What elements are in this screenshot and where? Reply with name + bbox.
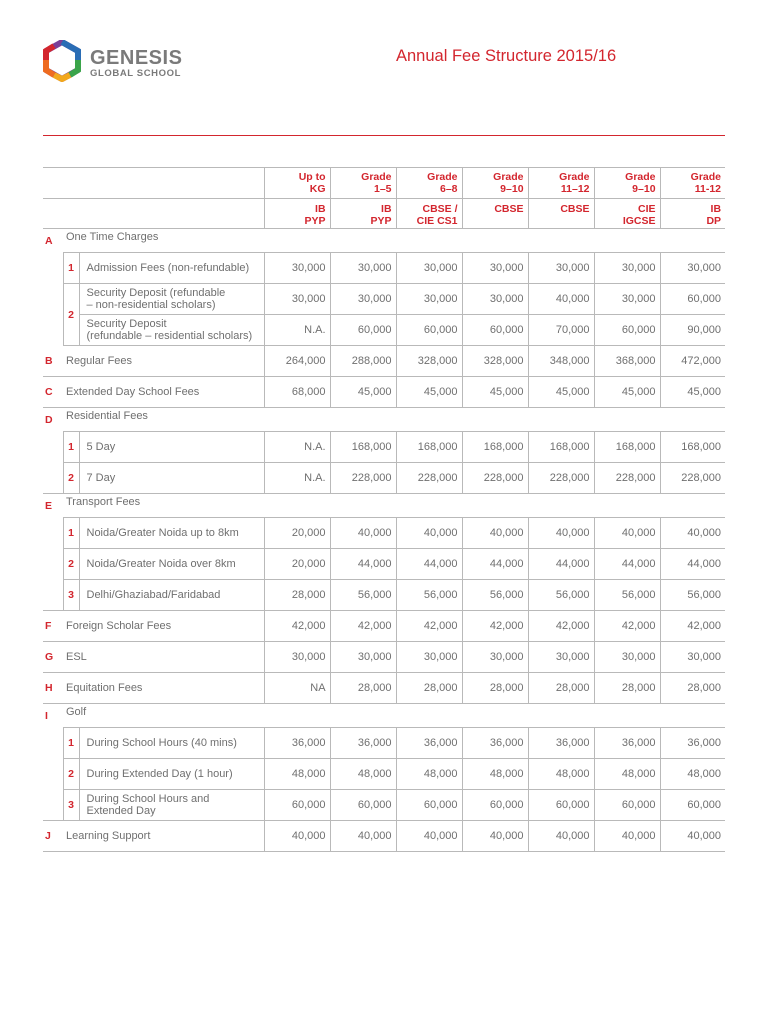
item-label	[79, 315, 264, 346]
section-label: Transport Fees	[63, 494, 725, 518]
section-label: Residential Fees	[63, 408, 725, 432]
fee-value: 60,000	[528, 790, 594, 821]
curriculum-label: IGCSE	[622, 215, 656, 227]
fee-value: 30,000	[264, 253, 330, 284]
col-header-curriculum	[594, 199, 660, 229]
fee-value: 368,000	[594, 346, 660, 377]
fee-value: 36,000	[528, 728, 594, 759]
fee-row	[43, 580, 725, 611]
section-label: Golf	[63, 704, 725, 728]
fee-value: 30,000	[330, 642, 396, 673]
fee-value: 168,000	[462, 432, 528, 463]
fee-value: 228,000	[330, 463, 396, 494]
fee-value: 40,000	[396, 821, 462, 852]
curriculum-label: CIE	[638, 203, 656, 215]
fee-value: 30,000	[264, 642, 330, 673]
fee-value: 44,000	[462, 549, 528, 580]
item-number: 1	[63, 518, 79, 549]
fee-row	[43, 759, 725, 790]
curriculum-label: IB	[710, 203, 722, 215]
col-header-curriculum	[264, 199, 330, 229]
item-label: Delhi/Ghaziabad/Faridabad	[79, 580, 264, 611]
fee-value: 30,000	[264, 284, 330, 315]
fee-value: 56,000	[594, 580, 660, 611]
grade-label: 1–5	[374, 183, 392, 195]
item-number: 1	[63, 253, 79, 284]
item-label: During Extended Day (1 hour)	[79, 759, 264, 790]
fee-value: 60,000	[660, 284, 725, 315]
fee-value: 44,000	[330, 549, 396, 580]
section-row-f	[43, 611, 725, 642]
section-letter: D	[45, 414, 53, 426]
fee-value: 40,000	[594, 518, 660, 549]
fee-value: 48,000	[660, 759, 725, 790]
fee-table	[43, 167, 725, 852]
curriculum-label: IB	[381, 203, 392, 215]
grade-label: Grade	[361, 171, 392, 183]
fee-value: 28,000	[264, 580, 330, 611]
fee-value: 28,000	[594, 673, 660, 704]
fee-value: 30,000	[594, 642, 660, 673]
fee-row	[43, 284, 725, 315]
fee-value: 60,000	[330, 315, 396, 346]
fee-value: 42,000	[462, 611, 528, 642]
section-row-i	[43, 704, 725, 728]
fee-value: 288,000	[330, 346, 396, 377]
item-label: 7 Day	[79, 463, 264, 494]
fee-value: 40,000	[528, 284, 594, 315]
fee-value: 44,000	[396, 549, 462, 580]
fee-value: 328,000	[462, 346, 528, 377]
item-label: Noida/Greater Noida up to 8km	[79, 518, 264, 549]
grade-header-row	[43, 168, 725, 199]
col-header-curriculum	[462, 199, 528, 229]
fee-value: 44,000	[528, 549, 594, 580]
grade-label: KG	[309, 183, 326, 195]
fee-value: 40,000	[594, 821, 660, 852]
fee-value: 30,000	[396, 253, 462, 284]
fee-value: 28,000	[462, 673, 528, 704]
fee-value: 42,000	[330, 611, 396, 642]
fee-value: 60,000	[462, 790, 528, 821]
item-number: 3	[63, 790, 79, 821]
fee-value: 36,000	[660, 728, 725, 759]
section-label: ESL	[63, 642, 264, 673]
fee-row	[43, 518, 725, 549]
fee-value: 472,000	[660, 346, 725, 377]
curriculum-header-row	[43, 199, 725, 229]
fee-value: 30,000	[660, 253, 725, 284]
item-label	[79, 284, 264, 315]
section-row-e	[43, 494, 725, 518]
col-header-curriculum	[660, 199, 725, 229]
item-label: Noida/Greater Noida over 8km	[79, 549, 264, 580]
col-header-grade	[594, 168, 660, 199]
fee-value: 60,000	[594, 315, 660, 346]
fee-value: 45,000	[660, 377, 725, 408]
fee-value: 45,000	[528, 377, 594, 408]
fee-value: 42,000	[594, 611, 660, 642]
fee-value: 48,000	[264, 759, 330, 790]
curriculum-label: CBSE	[494, 203, 524, 215]
fee-value: 56,000	[462, 580, 528, 611]
school-logo	[42, 40, 192, 82]
section-letter: E	[45, 500, 53, 512]
fee-value: 40,000	[396, 518, 462, 549]
col-header-grade	[660, 168, 725, 199]
fee-value: 30,000	[660, 642, 725, 673]
fee-value: 56,000	[330, 580, 396, 611]
fee-value: 168,000	[594, 432, 660, 463]
grade-label: Grade	[427, 171, 458, 183]
grade-label: Up to	[298, 171, 326, 183]
fee-value: 42,000	[660, 611, 725, 642]
fee-value: 228,000	[528, 463, 594, 494]
item-label: During School Hours (40 mins)	[79, 728, 264, 759]
fee-value: 30,000	[528, 642, 594, 673]
grade-label: 9–10	[632, 183, 656, 195]
section-row-a	[43, 229, 725, 253]
fee-value: 40,000	[660, 821, 725, 852]
fee-value: 168,000	[396, 432, 462, 463]
fee-value: 56,000	[660, 580, 725, 611]
fee-value: 168,000	[528, 432, 594, 463]
fee-value: 60,000	[660, 790, 725, 821]
item-number: 1	[63, 728, 79, 759]
col-header-grade	[528, 168, 594, 199]
col-header-curriculum	[396, 199, 462, 229]
fee-value: 30,000	[330, 284, 396, 315]
col-header-grade	[462, 168, 528, 199]
fee-value: 36,000	[594, 728, 660, 759]
logo-subtitle: GLOBAL SCHOOL	[90, 68, 182, 79]
fee-value: 28,000	[330, 673, 396, 704]
fee-value: 60,000	[264, 790, 330, 821]
fee-value: 48,000	[396, 759, 462, 790]
fee-value: 56,000	[396, 580, 462, 611]
fee-value: 56,000	[528, 580, 594, 611]
section-row-d	[43, 408, 725, 432]
fee-value: 40,000	[330, 518, 396, 549]
fee-row	[43, 463, 725, 494]
fee-value: 30,000	[594, 284, 660, 315]
grade-label: 6–8	[440, 183, 458, 195]
fee-value: 264,000	[264, 346, 330, 377]
section-label: Regular Fees	[63, 346, 264, 377]
fee-value: 30,000	[396, 284, 462, 315]
item-number: 2	[63, 463, 79, 494]
fee-value: 42,000	[264, 611, 330, 642]
fee-value: 228,000	[462, 463, 528, 494]
fee-value: 42,000	[528, 611, 594, 642]
item-label-line: Extended Day	[86, 805, 156, 817]
grade-label: Grade	[625, 171, 656, 183]
section-label: Learning Support	[63, 821, 264, 852]
fee-value: 45,000	[462, 377, 528, 408]
fee-value: 228,000	[660, 463, 725, 494]
fee-value: 40,000	[330, 821, 396, 852]
item-label-line: Security Deposit	[86, 318, 167, 330]
section-letter: B	[43, 346, 63, 377]
fee-value: 60,000	[330, 790, 396, 821]
fee-value: 30,000	[462, 253, 528, 284]
fee-value: 30,000	[528, 253, 594, 284]
fee-value: 30,000	[330, 253, 396, 284]
fee-row	[43, 790, 725, 821]
fee-value: 45,000	[330, 377, 396, 408]
fee-value: 90,000	[660, 315, 725, 346]
curriculum-label: DP	[706, 215, 722, 227]
fee-value: 348,000	[528, 346, 594, 377]
fee-value: 30,000	[462, 284, 528, 315]
curriculum-label: CBSE	[560, 203, 590, 215]
section-row-j	[43, 821, 725, 852]
item-label-line: Security Deposit (refundable	[86, 287, 226, 299]
fee-value: 60,000	[462, 315, 528, 346]
section-letter: I	[45, 710, 48, 722]
hexagon-logo-icon	[42, 40, 82, 82]
grade-label: Grade	[690, 171, 722, 183]
item-number: 2	[63, 284, 79, 346]
curriculum-label: CBSE /	[422, 203, 458, 215]
item-number: 2	[63, 759, 79, 790]
fee-value: 36,000	[264, 728, 330, 759]
fee-row	[43, 549, 725, 580]
grade-label: Grade	[493, 171, 524, 183]
item-label: 5 Day	[79, 432, 264, 463]
fee-value: 30,000	[396, 642, 462, 673]
fee-value: 48,000	[330, 759, 396, 790]
fee-value: 168,000	[330, 432, 396, 463]
fee-value: NA	[264, 673, 330, 704]
section-label: Equitation Fees	[63, 673, 264, 704]
fee-value: 40,000	[264, 821, 330, 852]
grade-label: 11-12	[694, 183, 722, 195]
header-blank	[43, 168, 264, 199]
section-row-c	[43, 377, 725, 408]
title-divider	[43, 135, 725, 136]
fee-value: 28,000	[528, 673, 594, 704]
fee-value: 42,000	[396, 611, 462, 642]
fee-value: N.A.	[264, 432, 330, 463]
col-header-curriculum	[528, 199, 594, 229]
fee-value: 40,000	[528, 518, 594, 549]
fee-value: 28,000	[396, 673, 462, 704]
section-letter: J	[43, 821, 63, 852]
item-label: Admission Fees (non-refundable)	[79, 253, 264, 284]
section-letter: G	[43, 642, 63, 673]
logo-wordmark: GENESIS	[90, 47, 183, 69]
curriculum-label: CIE CS1	[416, 215, 458, 227]
fee-value: 36,000	[396, 728, 462, 759]
item-label-line: During School Hours and	[86, 793, 210, 805]
item-label	[79, 790, 264, 821]
col-header-curriculum	[330, 199, 396, 229]
fee-value: N.A.	[264, 463, 330, 494]
fee-value: 60,000	[594, 790, 660, 821]
fee-value: 30,000	[594, 253, 660, 284]
document-title: Annual Fee Structure 2015/16	[396, 47, 617, 65]
fee-value: 36,000	[330, 728, 396, 759]
curriculum-label: PYP	[370, 215, 392, 227]
section-row-g	[43, 642, 725, 673]
section-row-b	[43, 346, 725, 377]
fee-value: 40,000	[462, 821, 528, 852]
fee-row	[43, 253, 725, 284]
fee-value: 28,000	[660, 673, 725, 704]
curriculum-label: IB	[315, 203, 326, 215]
fee-value: 48,000	[594, 759, 660, 790]
fee-value: 44,000	[594, 549, 660, 580]
col-header-grade	[330, 168, 396, 199]
fee-value: 20,000	[264, 549, 330, 580]
col-header-grade	[396, 168, 462, 199]
fee-value: 48,000	[528, 759, 594, 790]
section-letter: C	[43, 377, 63, 408]
section-label: One Time Charges	[63, 229, 725, 253]
item-number: 3	[63, 580, 79, 611]
fee-row	[43, 432, 725, 463]
fee-value: 36,000	[462, 728, 528, 759]
grade-label: 9–10	[500, 183, 524, 195]
section-letter: A	[45, 235, 53, 247]
fee-value: 44,000	[660, 549, 725, 580]
fee-value: 45,000	[396, 377, 462, 408]
col-header-grade	[264, 168, 330, 199]
fee-value: 48,000	[462, 759, 528, 790]
item-label-line: – non-residential scholars)	[86, 299, 216, 311]
section-label: Extended Day School Fees	[63, 377, 264, 408]
fee-value: 40,000	[660, 518, 725, 549]
fee-value: 20,000	[264, 518, 330, 549]
grade-label: Grade	[559, 171, 590, 183]
fee-value: 228,000	[396, 463, 462, 494]
fee-value: 328,000	[396, 346, 462, 377]
fee-row	[43, 728, 725, 759]
section-label: Foreign Scholar Fees	[63, 611, 264, 642]
fee-value: N.A.	[264, 315, 330, 346]
header-blank	[43, 199, 264, 229]
item-number: 2	[63, 549, 79, 580]
curriculum-label: PYP	[304, 215, 326, 227]
fee-value: 168,000	[660, 432, 725, 463]
fee-value: 40,000	[462, 518, 528, 549]
item-label-line: (refundable – residential scholars)	[86, 330, 253, 342]
fee-row	[43, 315, 725, 346]
item-number: 1	[63, 432, 79, 463]
section-row-h	[43, 673, 725, 704]
section-letter: H	[43, 673, 63, 704]
fee-value: 40,000	[528, 821, 594, 852]
fee-value: 228,000	[594, 463, 660, 494]
fee-value: 60,000	[396, 315, 462, 346]
fee-value: 45,000	[594, 377, 660, 408]
fee-value: 30,000	[462, 642, 528, 673]
fee-value: 60,000	[396, 790, 462, 821]
fee-value: 70,000	[528, 315, 594, 346]
grade-label: 11–12	[560, 183, 590, 195]
section-letter: F	[43, 611, 63, 642]
fee-value: 68,000	[264, 377, 330, 408]
